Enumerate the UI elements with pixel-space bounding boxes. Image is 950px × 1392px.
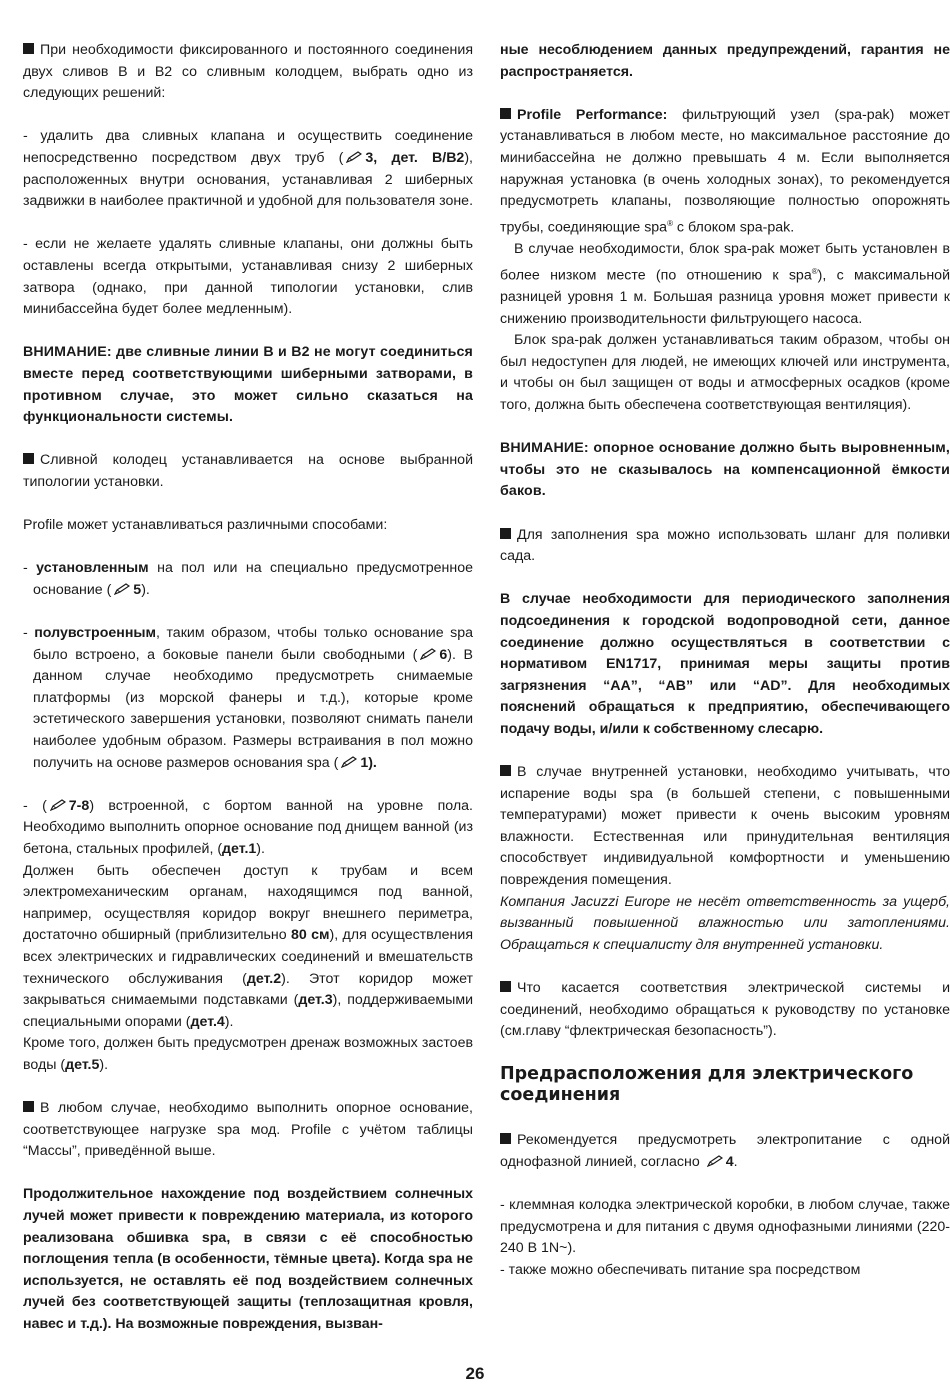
paragraph: В случае внутренней установки, необходимо учитывать, что испарение воды spa (в большей степени, с повышенными температурами) может привести к очень высоким уровням влажности. Естественная или принудительная вентиляция способствует индивидуальной комфортности и уменьшению повреждения помещения. [500, 764, 950, 889]
paragraph: Сливной колодец устанавливается на основе выбранной типологии установки. [23, 452, 473, 490]
pencil-reference-icon [341, 756, 357, 768]
paragraph: Profile Performance: фильтрующий узел (spa-pak) может устанавливаться в любом месте, но максимальное расстояние до минибассейна не должно превышать 4 м. Если выполняется наружная установка (в очень холодных зонах), то рекомендуется предусмотреть клапаны, позволяющие полностью опорожнять трубы, соединяющие spa® с блоком spa-pak. [500, 106, 950, 236]
square-bullet-icon [500, 765, 511, 776]
paragraph: В случае необходимости, блок spa-pak может быть установлен в более низком месте (по отношению к spa®), с максимальной разницей уровня 1 м. Большая разница уровня может привести к снижению производительности фильтрующего насоса. [500, 241, 950, 327]
list-item: - установленным на пол или на специально предусмотренное основание ( 5). [23, 560, 473, 598]
paragraph: Блок spa-pak должен устанавливаться таким образом, чтобы он был недоступен для людей, не имеющих ключей или инструмента, и чтобы он был защищен от воды и атмосферных осадков (кроме того, должна быть обеспечена соответствующая вентиляция). [500, 332, 950, 413]
pencil-reference-icon [114, 583, 130, 595]
paragraph: Должен быть обеспечен доступ к трубам и всем электромеханическим органам, находящимся под ванной, например, осуществляя коридор вокруг внешнего периметра, достаточно обширный (приблизительно 80 см), для осуществления всех электрических и гидравлических соединений и вмешательств технического обслуживания (дет.2). Этот коридор может закрываться снимаемыми подставками (дет.3), поддерживаемыми специальными опорами (дет.4). [23, 862, 473, 1030]
paragraph: Для заполнения spa можно использовать шланг для поливки сада. [500, 526, 950, 565]
page-number: 26 [465, 1364, 485, 1383]
pencil-reference-icon [346, 151, 362, 163]
pencil-reference-icon [50, 799, 66, 811]
pencil-reference-icon [707, 1155, 723, 1167]
section-heading: Предрасположения для электрического соединения [500, 1064, 914, 1106]
paragraph: При необходимости фиксированного и постоянного соединения двух сливов B и B2 со сливным колодцем, выбрать одно из следующих решений: [23, 42, 473, 102]
warning-text: Продолжительное нахождение под воздействием солнечных лучей может привести к повреждению материала, из которого реализована обшивка spa, в связи с её способностью поглощения тепла (в особенности, тёмные цвета). Когда spa не используется, не оставлять её под воздействием солнечных лучей без соответствующей защиты (теплозащитная кровля, навес и т.д.). На возможные повреждения, вызван- [23, 1186, 473, 1333]
paragraph: - также можно обеспечивать питание spa посредством [500, 1261, 861, 1278]
paragraph: В любом случае, необходимо выполнить опорное основание, соответствующее нагрузке spa мод. Profile с учётом таблицы “Массы”, приведённой выше. [23, 1100, 473, 1160]
warning-text: ВНИМАНИЕ: две сливные линии B и B2 не могут соединиться вместе перед соответствующими шиберными затворами, в противном случае, это может сильно сказаться на функциональности системы. [23, 344, 473, 426]
square-bullet-icon [23, 1101, 34, 1112]
paragraph: Рекомендуется предусмотреть электропитание с одной однофазной линией, согласно 4. [500, 1132, 950, 1170]
square-bullet-icon [500, 108, 511, 119]
square-bullet-icon [500, 981, 511, 992]
square-bullet-icon [23, 43, 34, 54]
paragraph: - если не желаете удалять сливные клапаны, они должны быть оставлены всегда открытыми, устанавливая снизу 2 шиберных затвора (однако, при данной типологии установки, слив минибассейна будет более медленным). [23, 236, 473, 318]
left-column [23, 40, 473, 1336]
italic-note: Компания Jacuzzi Europe не несёт ответственность за ущерб, вызванный повышенной влажностью или затоплениями. Обращаться к специалисту для внутренней установки. [500, 893, 950, 953]
right-column [500, 40, 950, 1282]
square-bullet-icon [500, 1133, 511, 1144]
paragraph: Что касается соответствия электрической системы и соединений, необходимо обращаться к руководству по установке (см.главу “флектрическая безопасность”). [500, 980, 950, 1040]
warning-text: В случае необходимости для периодического заполнения подсоединения к городской водопроводной сети, данное соединение должно осуществляться в соответствии с нормативом EN1717, принимая меры защиты против загрязнения “AA”, “AB” или “AD”. Для необходимых пояснений обращаться к предприятию, обеспечивающего подачу воды, и/или к собственному слесарю. [500, 591, 950, 737]
list-item: - ( 7-8) встроенной, с бортом ванной на уровне пола. Необходимо выполнить опорное основание под днищем ванной (из бетона, стальных профилей, (дет.1). [23, 797, 473, 857]
list-item: - полувстроенным, таким образом, чтобы только основание spa было встроено, а боковые панели были свободными ( 6). В данном случае необходимо предусмотреть снимаемые платформы (из морской фанеры и т.д.), которые кроме эстетического завершения установки, позволяют снимать панели наиболее удобным образом. Размеры встраивания в пол можно получить на основе размеров основания spa ( 1). [23, 625, 473, 771]
paragraph: - удалить два сливных клапана и осуществить соединение непосредственно посредством двух труб ( 3, дет. B/B2), расположенных внутри основания, устанавливая 2 шиберных задвижки в наиболее практичной и удобной для пользователя зоне. [23, 128, 474, 210]
paragraph: Кроме того, должен быть предусмотрен дренаж возможных застоев воды (дет.5). [23, 1035, 473, 1073]
square-bullet-icon [500, 528, 511, 539]
paragraph: Profile может устанавливаться различными способами: [23, 517, 388, 534]
square-bullet-icon [23, 453, 34, 464]
warning-text: ные несоблюдением данных предупреждений, гарантия не распространяется. [500, 42, 950, 80]
paragraph: - клеммная колодка электрической коробки, в любом случае, также предусмотрена и для питания с двумя однофазными линиями (220-240 В 1N~). [500, 1197, 950, 1257]
pencil-reference-icon [420, 648, 436, 660]
warning-text: ВНИМАНИЕ: опорное основание должно быть выровненным, чтобы это не сказывалось на компенсационной ёмкости баков. [500, 440, 950, 500]
